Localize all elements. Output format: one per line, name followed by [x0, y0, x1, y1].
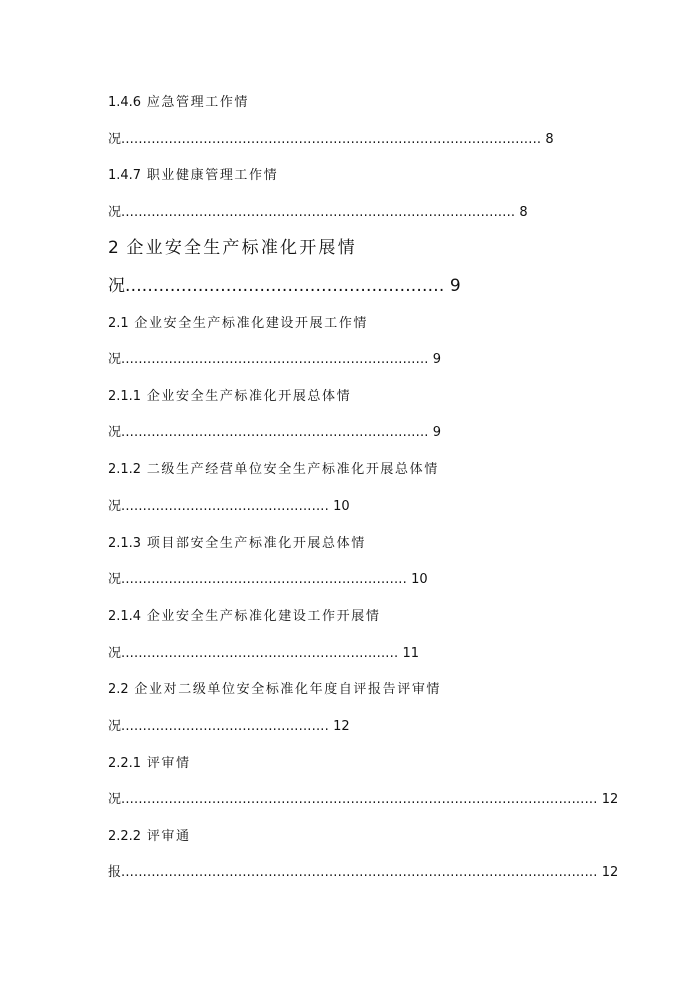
toc-continuation-char: 况: [108, 646, 122, 661]
toc-chapter-title[interactable]: [108, 240, 357, 257]
toc-entry-text: 评审通: [146, 829, 191, 844]
toc-leader-dots: ................................................: [121, 499, 329, 514]
toc-entry-title[interactable]: [108, 169, 278, 182]
toc-entry-text: 应急管理工作情: [146, 95, 250, 110]
toc-entry-continuation[interactable]: [108, 426, 441, 439]
toc-page-number: 8: [545, 132, 554, 147]
toc-entry-number: 2.1.2: [108, 462, 142, 477]
toc-leader-dots: .................................................................................................: [121, 132, 542, 147]
toc-entry-title[interactable]: [108, 317, 368, 330]
toc-continuation-char: 况: [108, 205, 122, 220]
toc-entry-number: 2.1.1: [108, 389, 142, 404]
toc-continuation-char: 况: [108, 572, 122, 587]
toc-continuation-char: 况: [108, 425, 122, 440]
toc-entry-continuation[interactable]: [108, 206, 528, 219]
toc-leader-dots: ..............................................................................................................: [121, 792, 598, 807]
toc-entry-continuation[interactable]: [108, 647, 419, 660]
toc-entry-text: 企业安全生产标准化开展总体情: [146, 389, 352, 404]
toc-entry-text: 职业健康管理工作情: [146, 168, 279, 183]
toc-continuation-char: 况: [108, 499, 122, 514]
toc-entry-continuation[interactable]: [108, 500, 350, 513]
toc-leader-dots: ................................................: [121, 719, 329, 734]
toc-leader-dots: ..............................................................................................................: [121, 865, 598, 880]
toc-entry-number: 2.1.4: [108, 609, 142, 624]
toc-page-number: 12: [333, 719, 350, 734]
toc-entry-continuation[interactable]: [108, 720, 350, 733]
toc-entry-continuation[interactable]: [108, 866, 618, 879]
toc-page-number: 12: [601, 865, 619, 880]
toc-continuation-char: 况: [108, 276, 125, 296]
toc-entry-title[interactable]: [108, 390, 351, 403]
toc-entry-continuation[interactable]: [108, 133, 554, 146]
toc-page-number: 12: [601, 792, 619, 807]
toc-continuation-char: 况: [108, 719, 122, 734]
toc-continuation-char: 况: [108, 792, 122, 807]
toc-entry-title[interactable]: [108, 683, 441, 696]
toc-continuation-char: 况: [108, 352, 122, 367]
toc-continuation-char: 报: [108, 865, 122, 880]
toc-leader-dots: ...........................................................................................: [121, 205, 516, 220]
toc-page-number: 9: [449, 276, 461, 296]
toc-entry-number: 1.4.7: [108, 168, 142, 183]
toc-entry-continuation[interactable]: [108, 793, 618, 806]
toc-entry-title[interactable]: [108, 610, 380, 623]
toc-entry-number: 2.2.2: [108, 829, 142, 844]
toc-entry-continuation[interactable]: [108, 573, 428, 586]
toc-page-number: 11: [402, 646, 419, 661]
toc-entry-text: 企业安全生产标准化开展情: [126, 238, 357, 258]
toc-leader-dots: ..................................................................: [121, 572, 407, 587]
toc-page-number: 9: [432, 352, 442, 367]
toc-page-number: 8: [519, 205, 528, 220]
toc-entry-title[interactable]: [108, 537, 366, 550]
toc-entry-title[interactable]: [108, 830, 191, 843]
toc-chapter-continuation[interactable]: [108, 278, 461, 295]
toc-page-number: 10: [333, 499, 350, 514]
toc-entry-number: 2.1.3: [108, 536, 142, 551]
toc-entry-title[interactable]: [108, 757, 191, 770]
toc-entry-number: 1.4.6: [108, 95, 142, 110]
toc-entry-number: 2.2: [108, 682, 129, 697]
toc-leader-dots: .......................................................................: [121, 425, 429, 440]
toc-entry-text: 企业安全生产标准化建设开展工作情: [134, 316, 369, 331]
toc-entry-number: 2.1: [108, 316, 129, 331]
toc-entry-text: 项目部安全生产标准化开展总体情: [146, 536, 366, 551]
toc-page-number: 9: [432, 425, 442, 440]
toc-entry-continuation[interactable]: [108, 353, 441, 366]
toc-entry-text: 企业对二级单位安全标准化年度自评报告评审情: [134, 682, 442, 697]
toc-entry-title[interactable]: [108, 96, 249, 109]
toc-entry-number: 2.2.1: [108, 756, 142, 771]
toc-leader-dots: ................................................................: [121, 646, 399, 661]
toc-leader-dots: .........................................................: [125, 276, 445, 296]
toc-leader-dots: .......................................................................: [121, 352, 429, 367]
toc-page-number: 10: [411, 572, 428, 587]
toc-entry-number: 2: [108, 238, 119, 258]
toc-entry-title[interactable]: [108, 463, 439, 476]
toc-entry-text: 评审情: [146, 756, 191, 771]
toc-continuation-char: 况: [108, 132, 122, 147]
toc-entry-text: 企业安全生产标准化建设工作开展情: [146, 609, 381, 624]
toc-entry-text: 二级生产经营单位安全生产标准化开展总体情: [146, 462, 439, 477]
